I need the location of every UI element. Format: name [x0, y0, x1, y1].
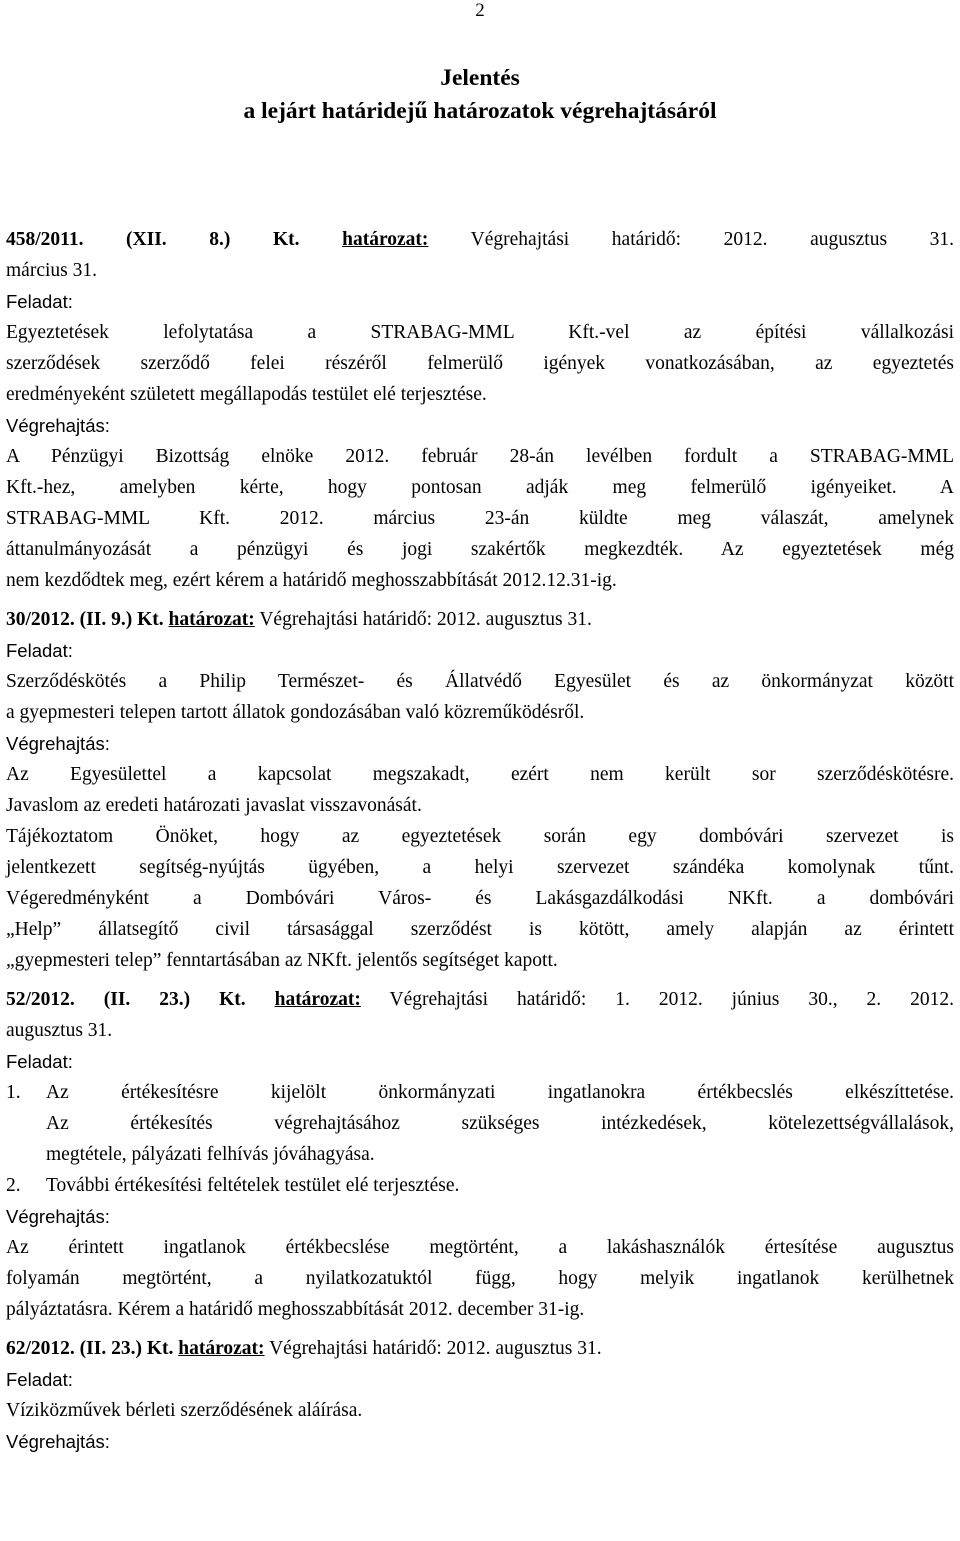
execution-text: A Pénzügyi Bizottság elnöke 2012. február 28-án levélben fordult a STRABAG-MML — [6, 446, 954, 467]
report-body — [6, 224, 954, 1457]
resolution-label: határozat: — [274, 989, 361, 1010]
resolution-label: határozat: — [168, 609, 255, 630]
execution-label: Végrehajtás: — [6, 1431, 110, 1452]
execution-text: Az érintett ingatlanok értékbecslése megtörtént, a lakáshasználók értesítése augusztus — [6, 1237, 954, 1258]
task-text: a gyepmesteri telepen tartott állatok gondozásában való közreműködésről. — [6, 702, 585, 723]
resolution-id: 458/2011. (XII. 8.) Kt. — [6, 229, 300, 250]
resolution-label: határozat: — [178, 1338, 265, 1359]
section-gap — [6, 596, 954, 604]
task-list-item — [6, 1077, 954, 1170]
task-list-item — [6, 1170, 954, 1201]
task-text: megtétele, pályázati felhívás jóváhagyása. — [46, 1144, 375, 1165]
resolution-id: 30/2012. (II. 9.) Kt. — [6, 609, 164, 630]
task-text: Víziközművek bérleti szerződésének aláírása. — [6, 1400, 363, 1421]
resolution-deadline: Végrehajtási határidő: 1. 2012. június 30., 2. 2012. — [389, 989, 954, 1010]
resolution-header — [6, 984, 954, 1015]
resolution-label: határozat: — [342, 229, 429, 250]
task-label: Feladat: — [6, 1369, 73, 1390]
resolution-id: 52/2012. (II. 23.) Kt. — [6, 989, 246, 1010]
execution-text: jelentkezett segítség-nyújtás ügyében, a helyi szervezet szándéka komolynak tűnt. — [6, 857, 954, 878]
deadline-continued: március 31. — [6, 260, 97, 281]
title-line-2: a lejárt határidejű határozatok végrehajtásáról — [243, 98, 717, 124]
resolution-458-2011 — [6, 224, 954, 596]
task-label: Feladat: — [6, 640, 73, 661]
execution-text: „Help” állatsegítő civil társasággal szerződést is kötött, amely alapján az érintett — [6, 919, 954, 940]
document-title — [0, 62, 960, 128]
resolution-id: 62/2012. (II. 23.) Kt. — [6, 1338, 174, 1359]
list-text — [46, 1170, 954, 1201]
list-number: 1. — [6, 1082, 21, 1103]
execution-text: pályáztatásra. Kérem a határidő meghosszabbítását 2012. december 31-ig. — [6, 1299, 585, 1320]
page-number: 2 — [475, 0, 485, 21]
section-gap — [6, 976, 954, 984]
resolution-deadline: Végrehajtási határidő: 2012. augusztus 31. — [470, 229, 955, 250]
execution-text: Kft.-hez, amelyben kérte, hogy pontosan adják meg felmerülő igényeiket. A — [6, 477, 954, 498]
task-text: szerződések szerződő felei részéről felmerülő igények vonatkozásában, az egyeztetés — [6, 353, 954, 374]
execution-text: STRABAG-MML Kft. 2012. március 23-án küldte meg válaszát, amelynek — [6, 508, 954, 529]
list-number: 2. — [6, 1175, 21, 1196]
execution-label: Végrehajtás: — [6, 733, 110, 754]
resolution-30-2012 — [6, 604, 954, 976]
task-text: Az értékesítésre kijelölt önkormányzati ingatlanokra értékbecslés elkészíttetése. — [46, 1082, 954, 1103]
resolution-52-2012 — [6, 984, 954, 1325]
resolution-deadline: Végrehajtási határidő: 2012. augusztus 31. — [269, 1338, 602, 1359]
deadline-continued: augusztus 31. — [6, 1020, 113, 1041]
task-text: További értékesítési feltételek testület elé terjesztése. — [46, 1175, 460, 1196]
task-text: Egyeztetések lefolytatása a STRABAG-MML Kft.-vel az építési vállalkozási — [6, 322, 954, 343]
section-gap — [6, 1325, 954, 1333]
task-text: Szerződéskötés a Philip Természet- és Állatvédő Egyesület és az önkormányzat között — [6, 671, 954, 692]
execution-text: „gyepmesteri telep” fenntartásában az NKft. jelentős segítséget kapott. — [6, 950, 558, 971]
title-line-1: Jelentés — [440, 65, 520, 91]
list-text — [46, 1077, 954, 1170]
execution-text: Tájékoztatom Önöket, hogy az egyeztetések során egy dombóvári szervezet is — [6, 826, 954, 847]
execution-text: Az Egyesülettel a kapcsolat megszakadt, ezért nem került sor szerződéskötésre. — [6, 764, 954, 785]
resolution-62-2012 — [6, 1333, 954, 1457]
execution-label: Végrehajtás: — [6, 1206, 110, 1227]
execution-text: Végeredményként a Dombóvári Város- és Lakásgazdálkodási NKft. a dombóvári — [6, 888, 954, 909]
resolution-deadline: Végrehajtási határidő: 2012. augusztus 31. — [259, 609, 592, 630]
execution-text: folyamán megtörtént, a nyilatkozatuktól függ, hogy melyik ingatlanok kerülhetnek — [6, 1268, 954, 1289]
resolution-header — [6, 604, 954, 635]
execution-label: Végrehajtás: — [6, 415, 110, 436]
execution-text: Javaslom az eredeti határozati javaslat visszavonását. — [6, 795, 422, 816]
task-label: Feladat: — [6, 291, 73, 312]
task-label: Feladat: — [6, 1051, 73, 1072]
execution-text: nem kezdődtek meg, ezért kérem a határidő meghosszabbítását 2012.12.31-ig. — [6, 570, 617, 591]
task-text: eredményeként született megállapodás testület elé terjesztése. — [6, 384, 487, 405]
resolution-header — [6, 224, 954, 255]
task-text: Az értékesítés végrehajtásához szükséges intézkedések, kötelezettségvállalások, — [46, 1113, 954, 1134]
execution-text: áttanulmányozását a pénzügyi és jogi szakértők megkezdték. Az egyeztetések még — [6, 539, 954, 560]
resolution-header — [6, 1333, 954, 1364]
